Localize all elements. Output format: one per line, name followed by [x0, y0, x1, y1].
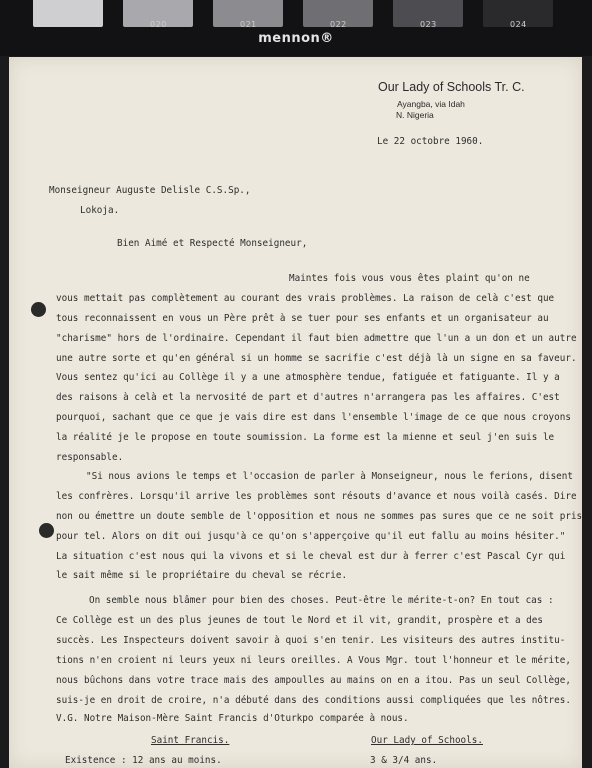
body-line: Maintes fois vous vous êtes plaint qu'on ne [289, 273, 530, 284]
letter-date: Le 22 octobre 1960. [377, 136, 484, 147]
body-line: pourquoi, sachant que ce que je vais dire est dans l'ensemble l'image de ce que nous croyons [56, 412, 571, 423]
recipient-name: Monseigneur Auguste Delisle C.S.Sp., [49, 185, 251, 196]
body-line: On semble nous blâmer pour bien des choses. Peut-être le mérite-t-on? En tout cas : [89, 595, 554, 606]
body-line: suis-je en droit de croire, n'a débuté dans des conditions aussi compliquées que les nôtres. [56, 695, 571, 706]
body-line: une autre sorte et qu'en général si un homme se sacrifie c'est déjà là un signe en sa faveur. [56, 353, 577, 364]
body-line: tions n'en croient ni leurs yeux ni leurs oreilles. A Vous Mgr. tout l'honneur et le mérite, [56, 655, 571, 666]
calibration-strip [0, 0, 592, 56]
patch-label: 023 [420, 20, 437, 29]
body-line: des raisons à celà et la nervosité de part et d'autres n'arrangera pas les affaires. C'est [56, 392, 560, 403]
patch-label: 024 [510, 20, 527, 29]
letterhead-name: Our Lady of Schools Tr. C. [378, 80, 525, 94]
comparison-value-left: Existence : 12 ans au moins. [65, 755, 222, 766]
body-line: la réalité je le propose en toute soumission. La forme est la mienne et seul j'en suis le [56, 432, 555, 443]
brand-logo: mennon® [258, 31, 334, 46]
body-line: les confrères. Lorsqu'il arrive les problèmes sont résouts d'avance et nous voilà casés. Dire [56, 491, 577, 502]
punch-hole-icon [39, 523, 54, 538]
body-line: responsable. [56, 452, 124, 463]
body-line: Ce Collège est un des plus jeunes de tout le Nord et il vit, grandit, prospère et a des [56, 615, 543, 626]
patch-label: 022 [330, 20, 347, 29]
patch-label: 021 [240, 20, 257, 29]
body-line: "Si nous avions le temps et l'occasion de parler à Monseigneur, nous le ferions, disent [86, 471, 573, 482]
body-line: tous reconnaissent en vous un Père prêt à se tuer pour ses enfants et un organisateur au [56, 313, 549, 324]
body-line: La situation c'est nous qui la vivons et si le cheval est dur à ferrer c'est Pascal Cyr qui [56, 551, 566, 562]
comparison-heading-left: Saint Francis. [151, 735, 230, 746]
patch-label: 019 [60, 20, 77, 29]
comparison-heading-right: Our Lady of Schools. [371, 735, 483, 746]
patch-label: 020 [150, 20, 167, 29]
body-line: succès. Les Inspecteurs doivent savoir à quoi s'en tenir. Les visiteurs des autres institu- [56, 635, 566, 646]
body-line: V.G. Notre Maison-Mère Saint Francis d'Oturkpo comparée à nous. [56, 713, 409, 724]
body-line: "charisme" hors de l'ordinaire. Cependant il faut bien admettre que l'un a un don et un autre [56, 333, 577, 344]
body-line: vous mettait pas complètement au courant des vrais problèmes. La raison de celà c'est que [56, 293, 555, 304]
salutation: Bien Aimé et Respecté Monseigneur, [117, 238, 308, 249]
body-line: nous bûchons dans votre trace mais des ampoulles au mains on en a itou. Pas un seul Collège, [56, 675, 571, 686]
punch-hole-icon [31, 302, 46, 317]
letterhead-address: Ayangba, via Idah [397, 99, 465, 109]
letterhead-country: N. Nigeria [396, 110, 434, 120]
letter-page [9, 57, 582, 768]
body-line: non ou émettre un doute semble de l'opposition et nous ne sommes pas sures que ce ne soit pris [56, 511, 583, 522]
body-line: pour tel. Alors on dit oui jusqu'à ce qu'on s'apperçoive qu'il eut fallu au moins hésiter." [56, 531, 566, 542]
body-line: le sait même si le propriétaire du cheval se récrie. [56, 570, 348, 581]
body-line: Vous sentez qu'ici au Collège il y a une atmosphère tendue, fatiguée et fatiguante. Il y a [56, 372, 560, 383]
comparison-value-right: 3 & 3/4 ans. [370, 755, 438, 766]
recipient-place: Lokoja. [80, 205, 120, 216]
